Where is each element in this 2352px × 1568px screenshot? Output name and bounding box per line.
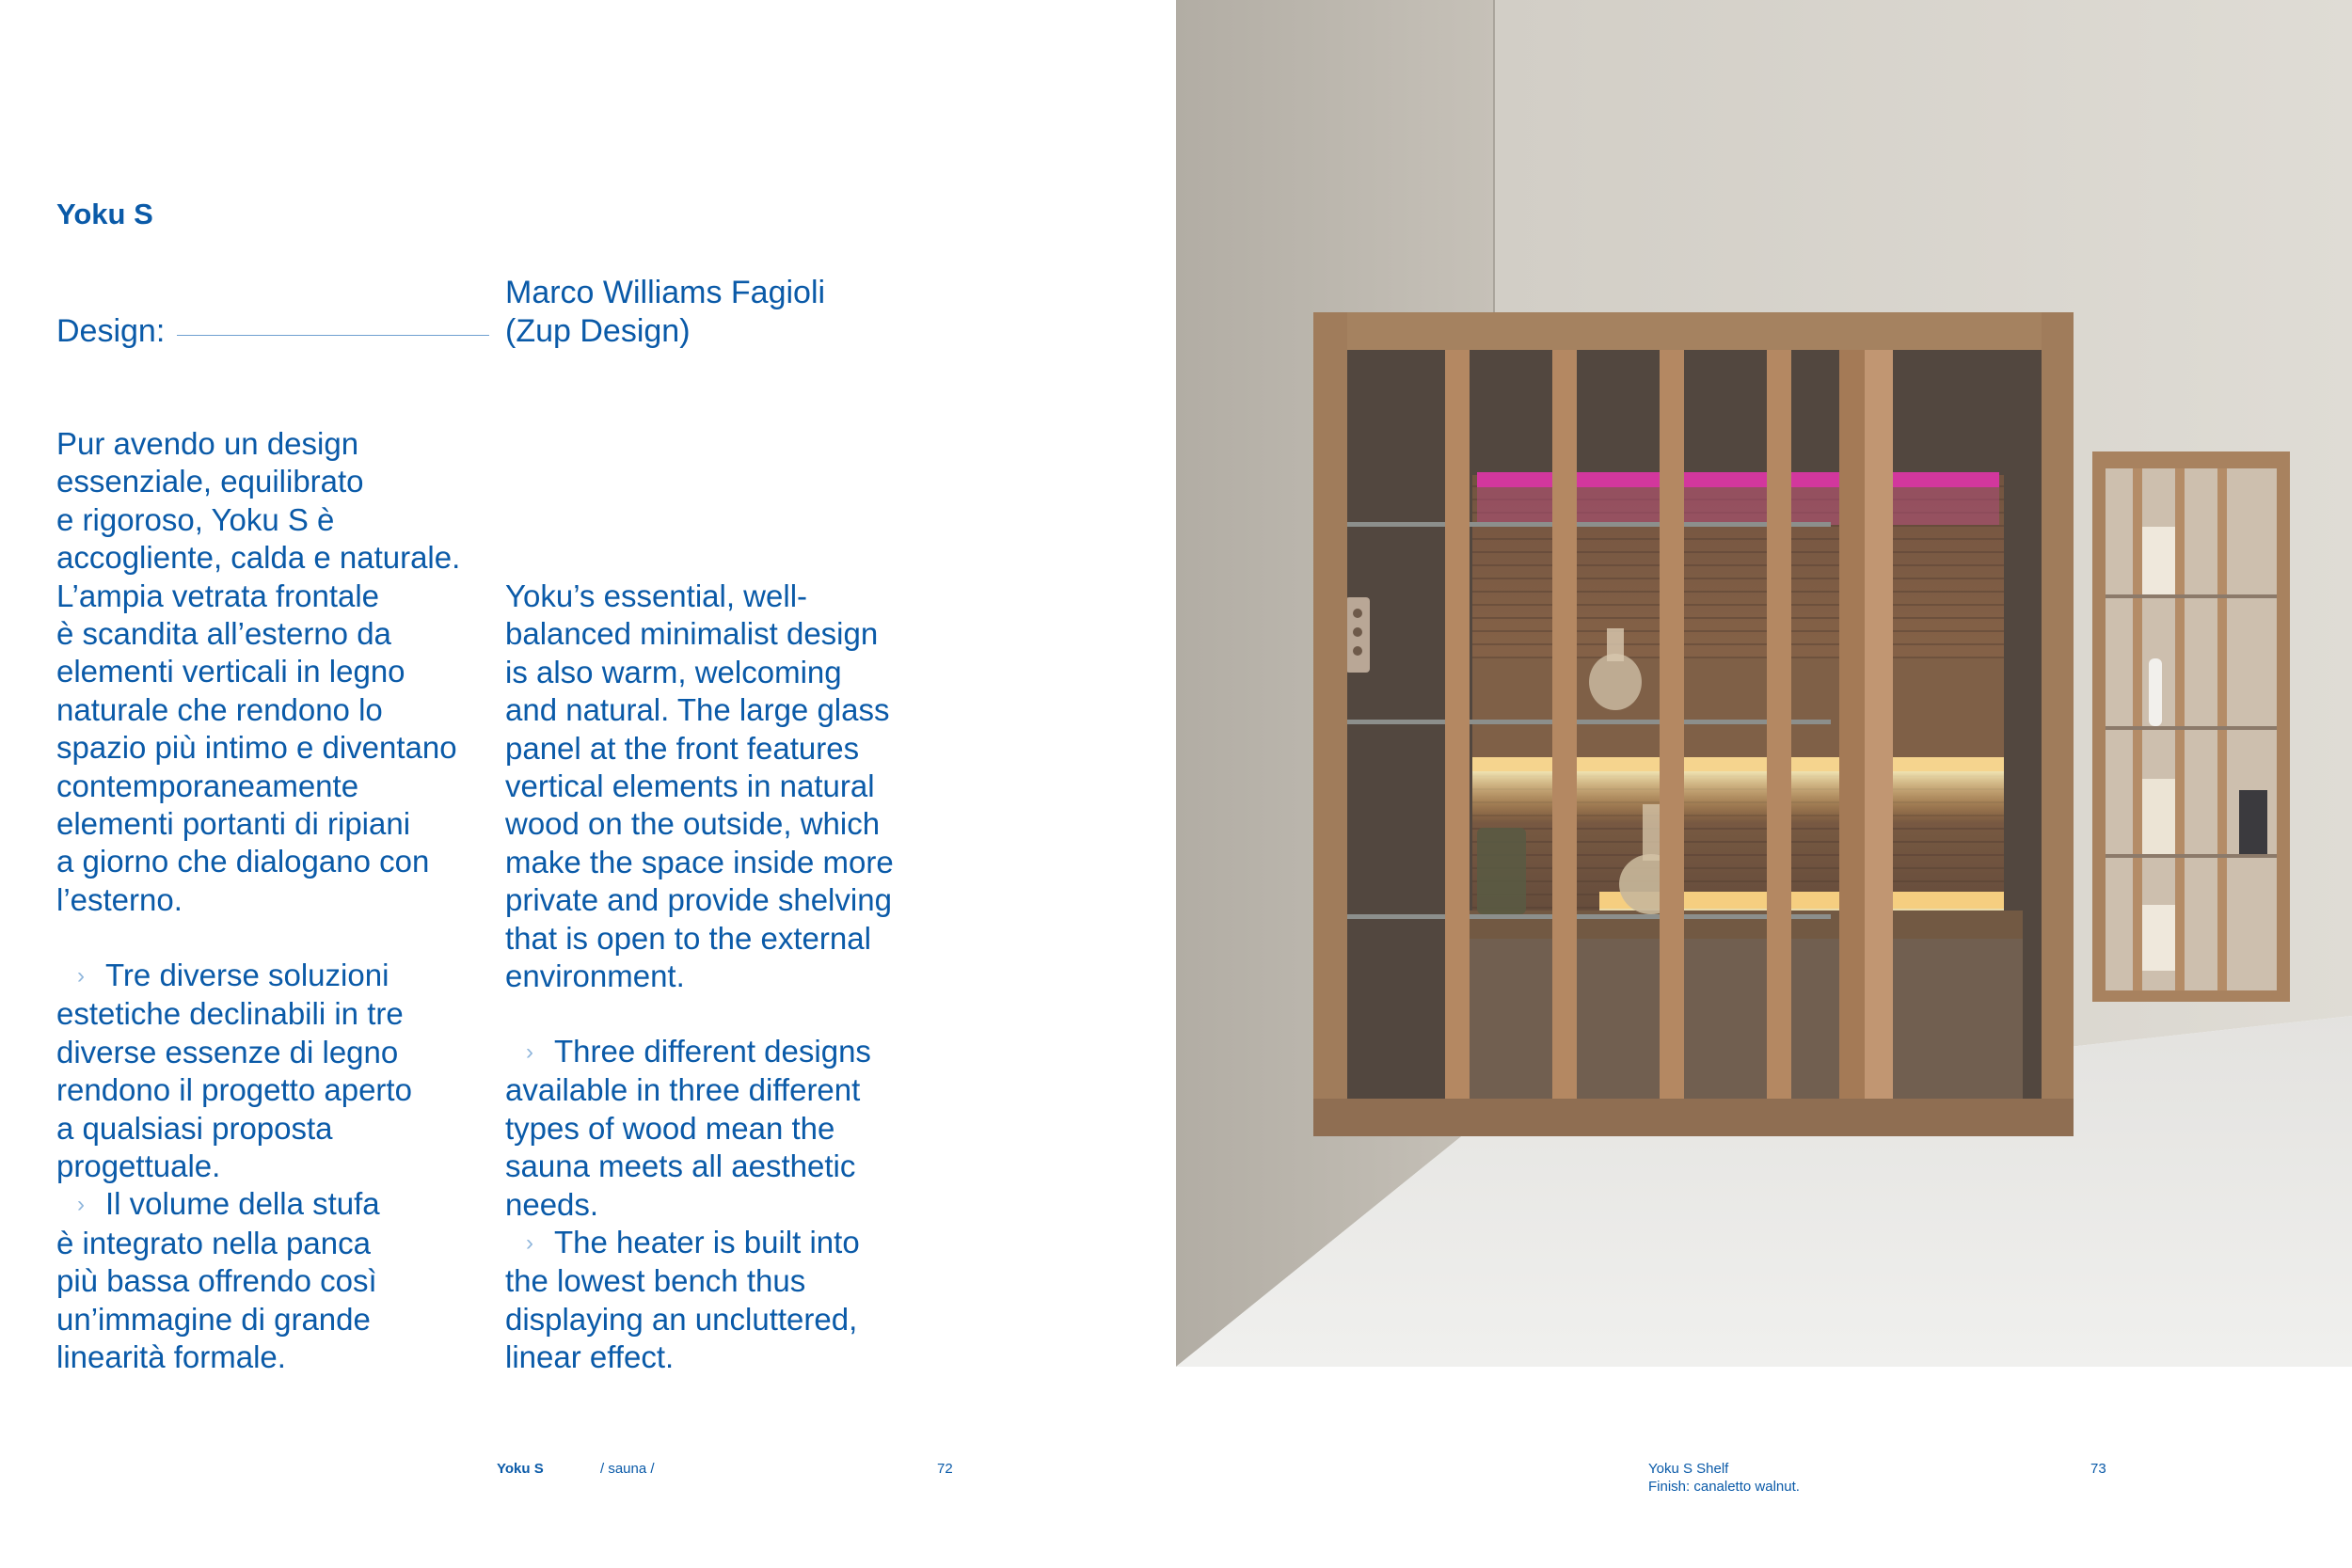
italian-bullet-item [56, 957, 499, 1185]
chevron-right-icon: › [77, 963, 85, 989]
designer-studio-line: (Zup Design) [505, 313, 691, 349]
english-bullet-list [505, 1033, 938, 1377]
bullet-text: The heater is built into the lowest bench thus displaying an uncluttered, linear effect. [505, 1225, 860, 1375]
sauna-product-photo [1176, 0, 2352, 1367]
design-leader-line [177, 335, 489, 336]
page-number-left: 72 [937, 1461, 953, 1477]
caption-title: Yoku S Shelf [1648, 1461, 1729, 1477]
english-bullet-item [505, 1033, 938, 1224]
bullet-text: Three different designs available in three different types of wood mean the sauna meets all aesthetic needs. [505, 1034, 871, 1222]
product-title: Yoku S [56, 198, 153, 230]
chevron-right-icon: › [77, 1192, 85, 1218]
caption-finish: Finish: canaletto walnut. [1648, 1479, 1800, 1495]
italian-bullet-list [56, 957, 499, 1376]
chevron-right-icon: › [526, 1230, 533, 1257]
english-body-text: Yoku’s essential, well- balanced minimalist design is also warm, welcoming and natural. The large glass panel at the front features vertical elements in natural wood on the outside, which make the space inside more private and provide shelving that is open to the external environment. [505, 578, 894, 994]
designer-name-line: Marco Williams Fagioli [505, 275, 826, 310]
page-number-right: 73 [2090, 1461, 2106, 1477]
italian-body-text: Pur avendo un design essenziale, equilibrato e rigoroso, Yoku S è accogliente, calda e naturale. L’ampia vetrata frontale è scandita all’esterno da elementi verticali in legno naturale che rendono lo spazio più intimo e diventano contemporaneamente elementi portanti di ripiani a giorno che dialogano con l’esterno. [56, 426, 461, 917]
bullet-text: Tre diverse soluzioni estetiche declinabili in tre diverse essenze di legno rendono il progetto aperto a qualsiasi proposta progettuale. [56, 958, 412, 1184]
footer-product-title: Yoku S [497, 1461, 544, 1477]
english-bullet-item [505, 1224, 938, 1377]
italian-bullet-item [56, 1185, 499, 1376]
designer-name [505, 274, 825, 351]
footer-category: / sauna / [600, 1461, 655, 1477]
chevron-right-icon: › [526, 1039, 533, 1065]
photo-caption [1648, 1460, 1800, 1496]
design-label: Design: [56, 313, 166, 349]
bullet-text: Il volume della stufa è integrato nella panca più bassa offrendo così un’immagine di grande linearità formale. [56, 1186, 380, 1375]
